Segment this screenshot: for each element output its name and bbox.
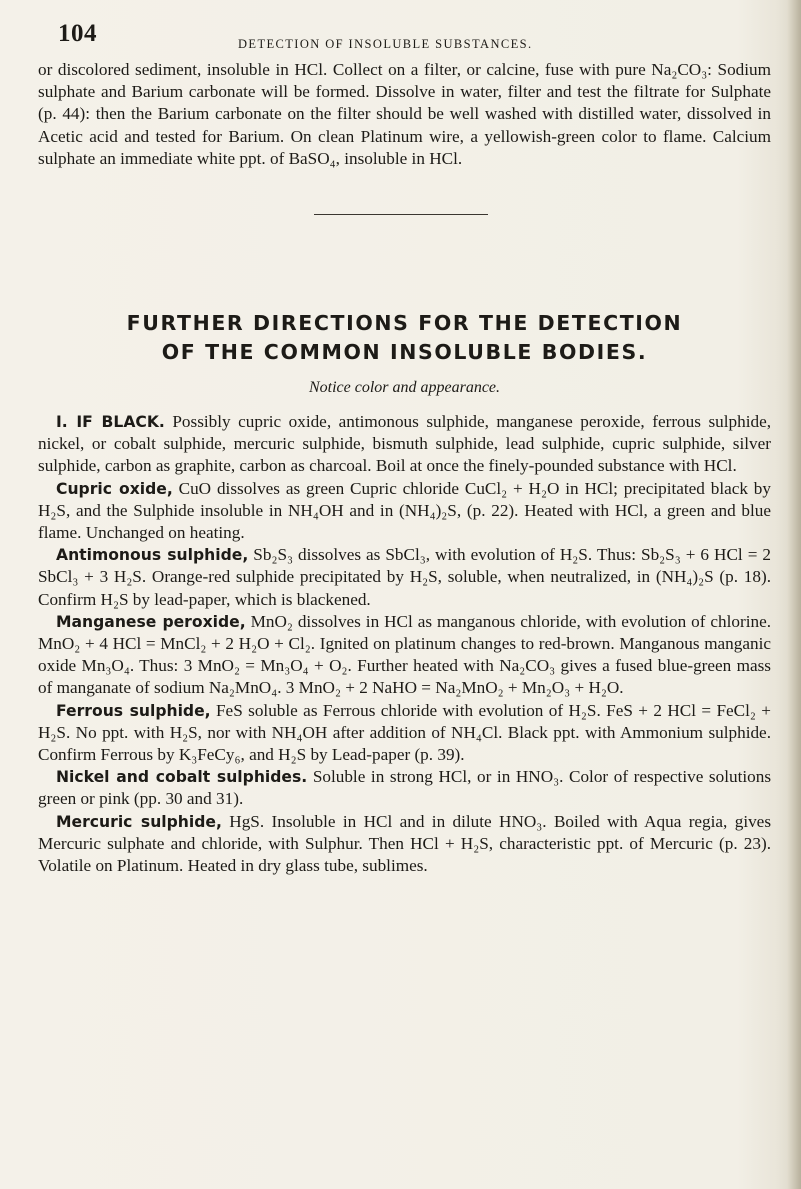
- section-lead: Nickel and cobalt sulphides.: [56, 768, 308, 787]
- section-ferrous-sulphide: [38, 700, 771, 767]
- section-body: HgS. Insoluble in HCl and in dilute HNO₃. Boiled with Aqua regia, gives Mercuric sulphate and chloride, with Sulphur. Then HCl + H₂S, characteristic ppt. of Mercuric (p. 23). Volatile on Platinum. Heated in dry glass tube, sublimes.: [38, 811, 772, 876]
- section-lead: I. IF BLACK.: [56, 413, 165, 431]
- section-lead: Mercuric sulphide,: [56, 812, 222, 831]
- section-body: Sb₂S₃ dissolves as SbCl₃, with evolution of H₂S. Thus: Sb₂S₃ + 6 HCl = 2 SbCl₃ + 3 H₂S. Orange-red sulphide precipitated by H₂S, soluble, when neutralized, in (NH₄)₂S (p. 18). Confirm H₂S by lead-paper, which is blackened.: [38, 545, 771, 609]
- page-number: 104: [58, 20, 97, 47]
- section-nickel-cobalt: [38, 766, 771, 810]
- section-body: CuO dissolves as green Cupric chloride CuCl₂ + H₂O in HCl; precipitated black by H₂S, and the Sulphide insoluble in NH₄OH and in (NH₄)₂S, (p. 22). Heated with HCl, a green and blue flame. Unchanged on heating.: [38, 478, 771, 543]
- section-heading-line-2: OF THE COMMON INSOLUBLE BODIES.: [161, 340, 648, 364]
- section-heading-line-1: FURTHER DIRECTIONS FOR THE DETECTION: [126, 311, 683, 335]
- section-manganese-peroxide: [38, 611, 771, 700]
- section-body: MnO₂ dissolves in HCl as manganous chloride, with evolution of chlorine. MnO₂ + 4 HCl = MnCl₂ + 2 H₂O + Cl₂. Ignited on platinum changes to red-brown. Manganous manganic oxide Mn₃O₄. Thus: 3 MnO₂ = Mn₃O₄ + O₂. Further heated with Na₂CO₃ gives a fused blue-green mass of manganate of sodium Na₂MnO₄. 3 MnO₂ + 2 NaHO = Na₂MnO₂ + Mn₂O₃ + H₂O.: [38, 611, 771, 698]
- page-edge: [787, 0, 801, 1189]
- section-antimonous-sulphide: [38, 544, 771, 611]
- section-mercuric-sulphide: [38, 811, 771, 878]
- section-lead: Ferrous sulphide,: [56, 701, 211, 720]
- section-body: FeS soluble as Ferrous chloride with evolution of H₂S. FeS + 2 HCl = FeCl₂ + H₂S. No ppt. with H₂S, nor with NH₄OH after addition of NH₄Cl. Black ppt. with Ammonium sulphide. Confirm Ferrous by K₃FeCy₆, and H₂S by Lead-paper (p. 39).: [38, 700, 771, 765]
- running-title: DETECTION OF INSOLUBLE SUBSTANCES.: [238, 37, 533, 51]
- sections-list: [38, 411, 771, 877]
- section-lead: Cupric oxide,: [56, 479, 173, 498]
- section-lead: Antimonous sulphide,: [56, 546, 249, 565]
- section-divider: [314, 214, 488, 215]
- section-cupric-oxide: [38, 478, 771, 545]
- section-if-black: [38, 411, 771, 478]
- section-lead: Manganese peroxide,: [56, 612, 246, 631]
- section-body: Possibly cupric oxide, antimonous sulphide, manganese peroxide, ferrous sulphide, nickel, or cobalt sulphide, mercuric sulphide, bismuth sulphide, lead sulphide, cupric sulphide, silver sulphide, carbon as graphite, carbon as charcoal. Boil at once the finely-pounded substance with HCl.: [38, 412, 771, 476]
- notice-line: Notice color and appearance.: [308, 379, 501, 396]
- section-body: Soluble in strong HCl, or in HNO₃. Color of respective solutions green or pink (pp. 30 and 31).: [38, 767, 772, 809]
- intro-paragraph: or discolored sediment, insoluble in HCl. Collect on a filter, or calcine, fuse with pure Na₂CO₃: Sodium sulphate and Barium carbonate will be formed. Dissolve in water, filter and test the filtrate for Sulphate (p. 44): then the Barium carbonate on the filter should be well washed with distilled water, dissolved in Acetic acid and tested for Barium. On clean Platinum wire, a yellowish-green color to flame. Calcium sulphate an immediate white ppt. of BaSO₄, insoluble in HCl.: [38, 60, 771, 168]
